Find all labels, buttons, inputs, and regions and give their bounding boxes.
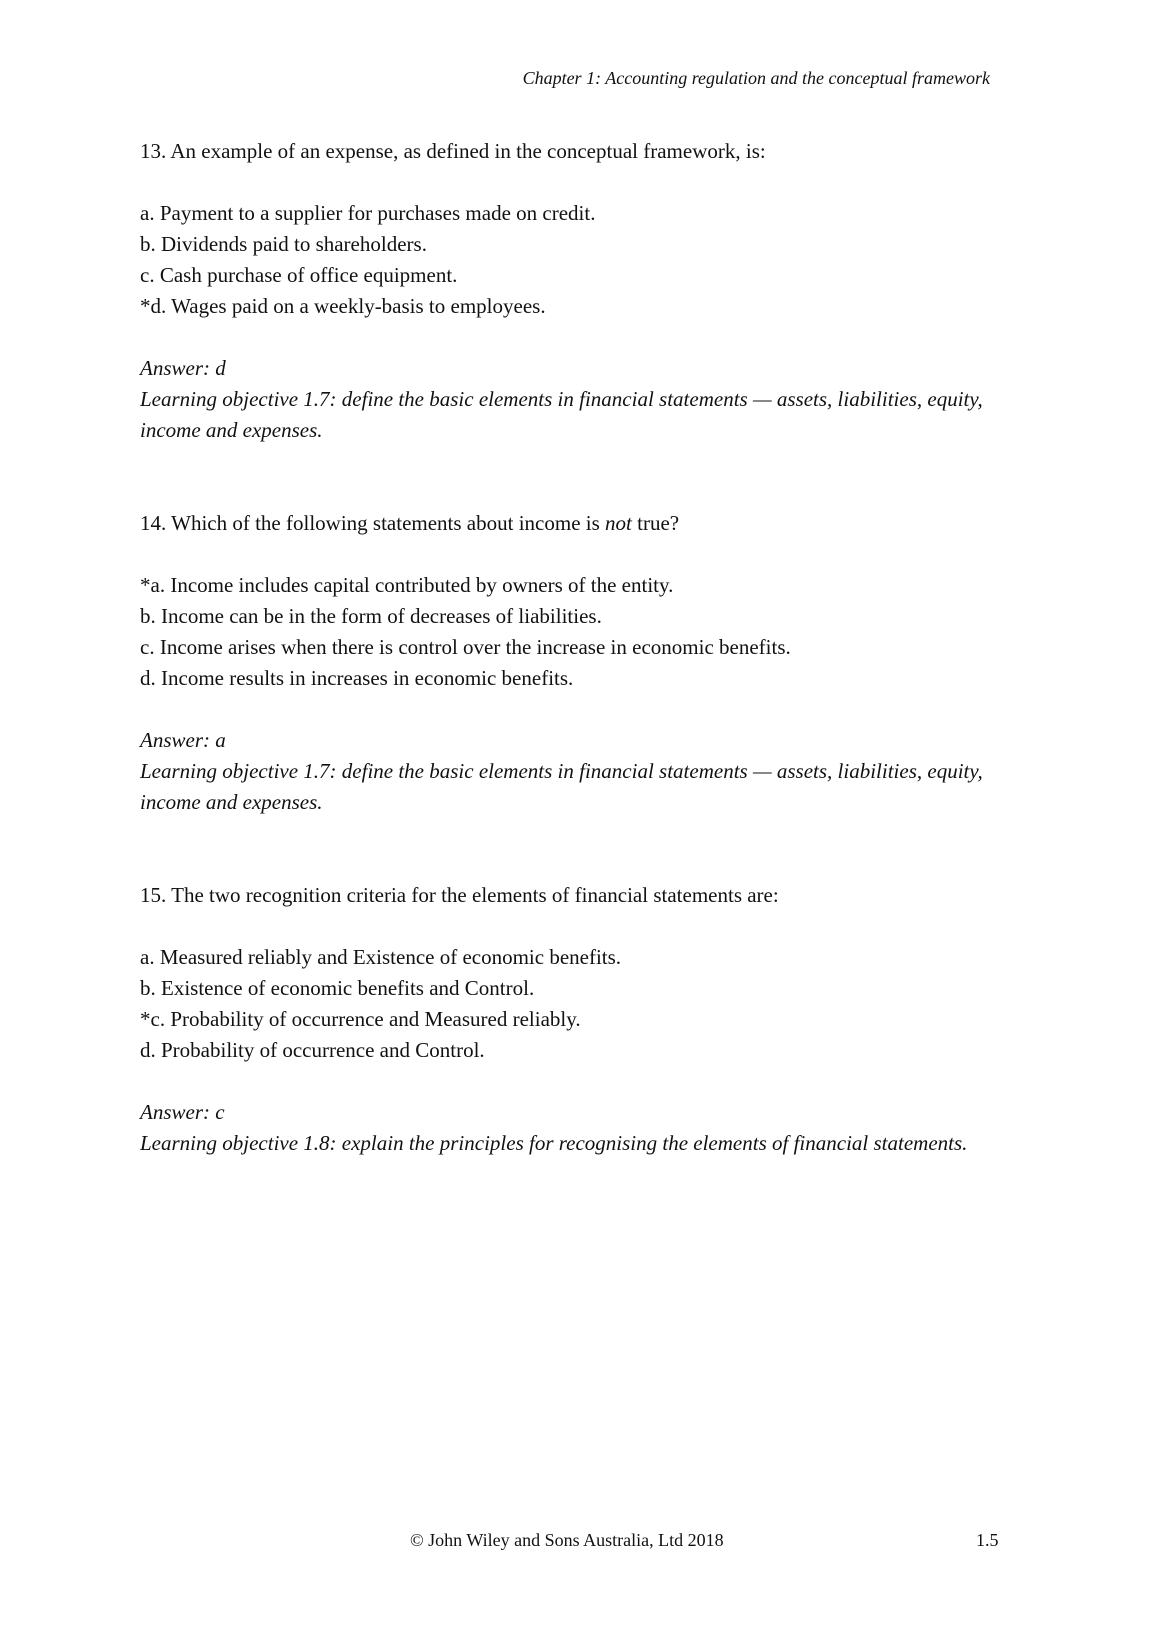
answer-key: Answer: a <box>140 728 226 752</box>
option-d: d. Income results in increases in economic benefits. <box>140 666 574 690</box>
answer-options <box>140 942 1020 1066</box>
option-b: b. Income can be in the form of decreases of liabilities. <box>140 604 602 628</box>
answer-options <box>140 198 1020 322</box>
copyright-notice: © John Wiley and Sons Australia, Ltd 2018 <box>410 1530 724 1550</box>
page-number: 1.5 <box>976 1530 999 1550</box>
option-d: *d. Wages paid on a weekly-basis to employees. <box>140 294 546 318</box>
option-b: b. Dividends paid to shareholders. <box>140 232 427 256</box>
question-stem: 15. The two recognition criteria for the elements of financial statements are: <box>140 883 779 907</box>
answer-key: Answer: c <box>140 1100 225 1124</box>
question-stem: 13. An example of an expense, as defined in the conceptual framework, is: <box>140 139 766 163</box>
stem-emphasis: not <box>605 511 632 535</box>
learning-objective: Learning objective 1.8: explain the principles for recognising the elements of financial statements. <box>140 1131 968 1155</box>
option-b: b. Existence of economic benefits and Control. <box>140 976 535 1000</box>
answer-options <box>140 570 1020 694</box>
option-c: c. Income arises when there is control over the increase in economic benefits. <box>140 635 791 659</box>
answer-key: Answer: d <box>140 356 226 380</box>
question-13 <box>140 136 1020 446</box>
question-list <box>140 136 1020 1159</box>
option-d: d. Probability of occurrence and Control. <box>140 1038 485 1062</box>
spacer <box>140 446 1020 508</box>
option-c: *c. Probability of occurrence and Measured reliably. <box>140 1007 581 1031</box>
option-a: *a. Income includes capital contributed by owners of the entity. <box>140 573 674 597</box>
stem-text-after: true? <box>631 511 680 535</box>
option-a: a. Measured reliably and Existence of economic benefits. <box>140 945 622 969</box>
option-a: a. Payment to a supplier for purchases made on credit. <box>140 201 596 225</box>
question-14 <box>140 508 1020 818</box>
running-header: Chapter 1: Accounting regulation and the conceptual framework <box>522 68 990 88</box>
spacer <box>140 818 1020 880</box>
question-stem <box>140 508 1020 539</box>
option-c: c. Cash purchase of office equipment. <box>140 263 458 287</box>
learning-objective: Learning objective 1.7: define the basic elements in financial statements — assets, liabilities, equity, income and expenses. <box>140 387 983 442</box>
question-15 <box>140 880 1020 1159</box>
stem-text-before: 14. Which of the following statements about income is <box>140 511 606 535</box>
learning-objective: Learning objective 1.7: define the basic elements in financial statements — assets, liabilities, equity, income and expenses. <box>140 759 983 814</box>
